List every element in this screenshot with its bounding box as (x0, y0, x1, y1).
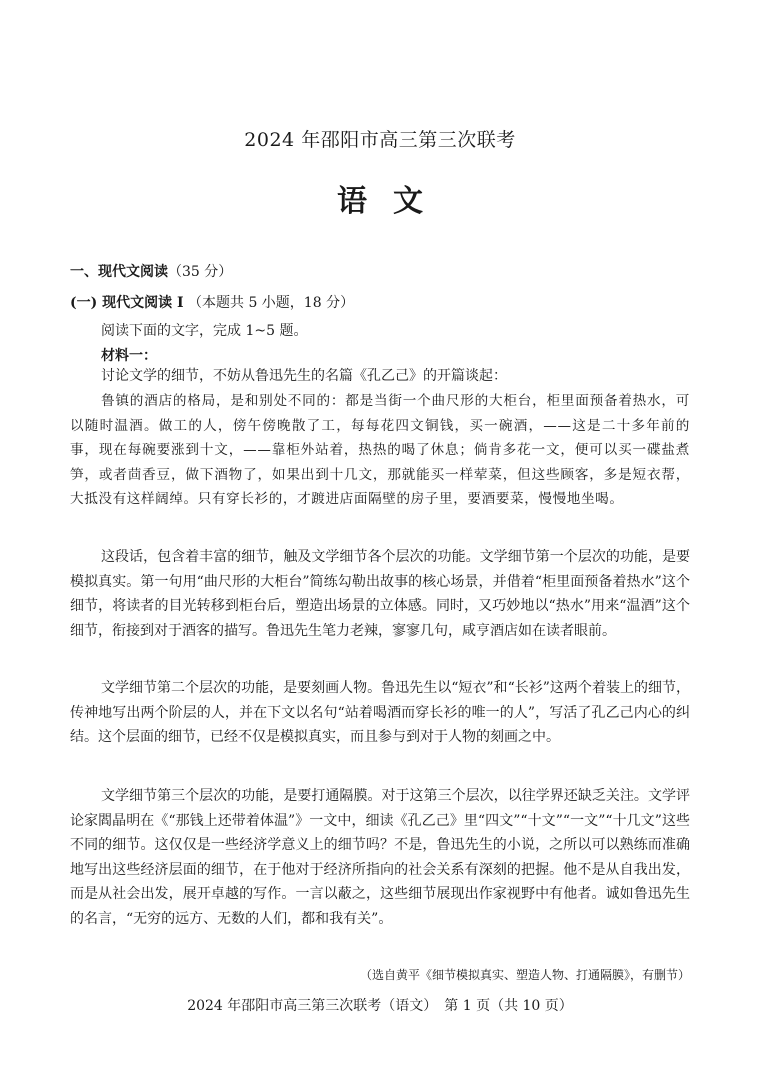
page-footer: 2024 年邵阳市高三第三次联考（语文） 第 1 页（共 10 页） (187, 998, 573, 1014)
section-points: （35 分） (168, 264, 233, 280)
paragraph: 文学细节第二个层次的功能，是要刻画人物。鲁迅先生以“短衣”和“长衫”这两个着装上的细节，传神地写出两个阶层的人，并在下文以名句“站着喝酒而穿长衫的唯一的人”，写活了孔乙己内心的纠结。这个层面的细节，已经不仅是模拟真实，而且参与到对于人物的刻画之中。 (70, 680, 690, 746)
quoted-passage: 鲁镇的酒店的格局，是和别处不同的：都是当街一个曲尺形的大柜台，柜里面预备着热水，可以随时温酒。做工的人，傍午傍晚散了工，每每花四文铜钱，买一碗酒，——这是二十多年前的事，现在每碗要涨到十文，——靠柜外站着，热热的喝了休息；倘肯多花一文，便可以买一碟盐煮笋，或者茴香豆，做下酒物了，如果出到十几文，那就能买一样荤菜，但这些顾客，多是短衣帮，大抵没有这样阔绰。只有穿长衫的，才踱进店面隔壁的房子里，要酒要菜，慢慢地坐喝。 (70, 393, 690, 508)
reading-instruction: 阅读下面的文字，完成 1~5 题。 (101, 323, 308, 339)
paragraph: 讨论文学的细节，不妨从鲁迅先生的名篇《孔乙己》的开篇谈起： (101, 368, 507, 384)
subject-heading: 语文 (337, 184, 449, 219)
subsection-label: (一) 现代文阅读 I (70, 295, 184, 311)
paragraph: 文学细节第三个层次的功能，是要打通隔膜。对于这第三个层次，以往学界还缺乏关注。文学评论家閻晶明在《“那钱上还带着体温”》一文中，细读《孔乙己》里“四文”“十文”“一文”“十几文”这些不同的细节。这仅仅是一些经济学意义上的细节吗？不是，鲁迅先生的小说，之所以可以熟练而准确地写出这些经济层面的细节，在于他对于经济所指向的社会关系有深刻的把握。他不是从自我出发，而是从社会出发，展开卓越的写作。一言以蔽之，这些细节展现出作家视野中有他者。诚如鲁迅先生的名言，“无穷的远方、无数的人们，都和我有关”。 (70, 788, 690, 927)
exam-title: 2024 年邵阳市高三第三次联考 (244, 129, 516, 151)
section-label: 一、现代文阅读 (70, 264, 168, 280)
source-citation: （选自黄平《细节模拟真实、塑造人物、打通隔膜》，有删节） (359, 968, 690, 982)
subsection-heading (70, 292, 354, 312)
subsection-note: （本题共 5 小题，18 分） (188, 295, 355, 311)
section-heading (70, 261, 232, 281)
paragraph: 这段话，包含着丰富的细节，触及文学细节各个层次的功能。文学细节第一个层次的功能，是要模拟真实。第一句用“曲尺形的大柜台”简练勾勒出故事的核心场景，并借着“柜里面预备着热水”这个细节，将读者的目光转移到柜台后，塑造出场景的立体感。同时，又巧妙地以“热水”用来“温酒”这个细节，衔接到对于酒客的描写。鲁迅先生笔力老辣，寥寥几句，咸亨酒店如在读者眼前。 (70, 549, 690, 639)
material-label: 材料一： (101, 348, 157, 364)
